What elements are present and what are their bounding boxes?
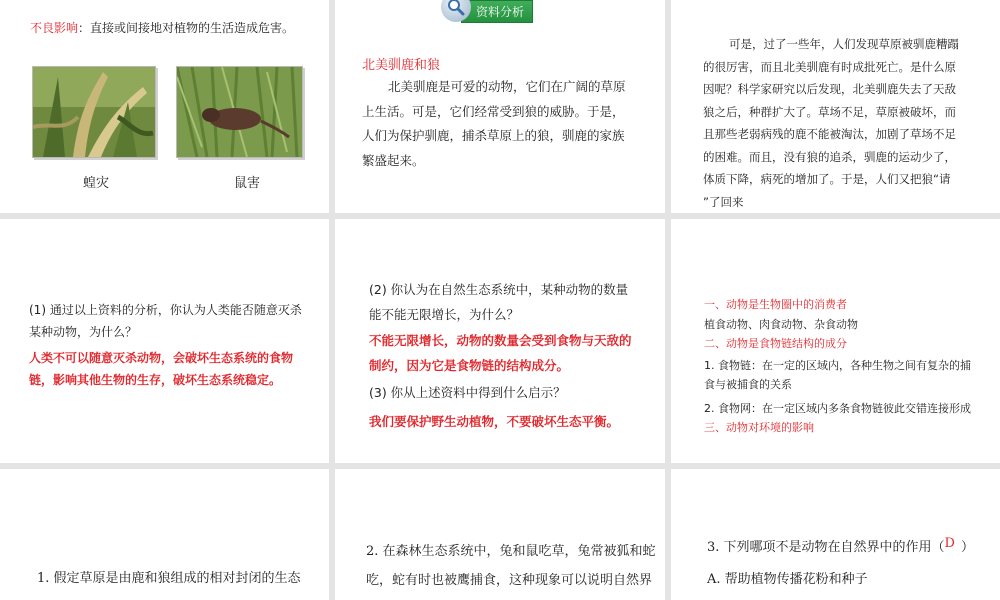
- question-2: [369, 277, 659, 327]
- question-close: ）: [960, 540, 974, 555]
- outline-item: 植食动物、肉食动物、杂食动物: [704, 317, 858, 331]
- paragraph-line: 狼之后，种群扩大了。草场不足，草原被破坏，而: [703, 104, 956, 119]
- paragraph-line: 体质下降，病死的增加了。于是，人们又把狼“请: [703, 172, 951, 186]
- rodent-damage-photo: [176, 66, 303, 158]
- answer-line: 不能无限增长，动物的数量会受到食物与天敌的: [369, 333, 632, 348]
- answer-3: 我们要保护野生动植物，不要破坏生态平衡。: [369, 414, 620, 429]
- outline-item: 2. 食物网：在一定区域内多条食物链彼此交错连接形成: [704, 401, 971, 415]
- question-line: 2. 在森林生态系统中，兔和鼠吃草，兔常被狐和蛇: [366, 544, 656, 559]
- negative-impact-line: [30, 19, 294, 36]
- slide-5[interactable]: [335, 219, 665, 463]
- question-text: [707, 533, 997, 562]
- outline-heading-3: 三、动物对环境的影响: [704, 421, 814, 434]
- question-line: (2) 你认为在自然生态系统中，某种动物的数量: [369, 282, 629, 297]
- paragraph-line: 北美驯鹿是可爱的动物，它们在广阔的草原: [388, 79, 626, 94]
- slide-3[interactable]: [671, 0, 1000, 213]
- paragraph-line: ”了回来: [703, 194, 744, 209]
- slide-4[interactable]: [0, 219, 329, 463]
- paragraph-line: 因呢？科学家研究以后发现，北美驯鹿失去了天敌: [703, 82, 956, 96]
- photo-caption-locust: 蝗灾: [82, 176, 109, 191]
- question-3: (3) 你从上述资料中得到什么启示？: [369, 385, 566, 400]
- material-analysis-badge: [441, 0, 533, 22]
- question-line: 能不能无限增长，为什么？: [369, 307, 520, 322]
- question-line: (1) 通过以上资料的分析，你认为人类能否随意灭杀: [29, 303, 302, 317]
- outline-item: 食与被捕食的关系: [704, 378, 792, 391]
- negative-impact-text: ：直接或间接地对植物的生活造成危害。: [78, 21, 295, 35]
- negative-impact-label: 不良影响: [30, 21, 79, 35]
- answer-line: 链，影响其他生物的生存，破坏生态系统稳定。: [29, 373, 282, 387]
- paragraph-line: 的很厉害，而且北美驯鹿有时成批死亡。是什么原: [703, 59, 956, 74]
- summary-outline: [704, 295, 994, 438]
- paragraph-line: 繁盛起来。: [362, 152, 425, 168]
- answer-2: [369, 328, 659, 378]
- section-title: 北美驯鹿和狼: [362, 58, 441, 73]
- question-1: [29, 299, 319, 343]
- outline-item: 1. 食物链：在一定的区域内，各种生物之间有复杂的捕: [704, 358, 971, 372]
- slide-2[interactable]: [335, 0, 665, 213]
- paragraph-line: 且那些老弱病残的鹿不能被淘汰，加剧了草场不足: [703, 127, 956, 141]
- paragraph-line: 上生活。可是，它们经常受到狼的威胁。于是，: [362, 103, 625, 119]
- answer-letter: D: [944, 536, 955, 551]
- badge-label: 资料分析: [461, 0, 533, 23]
- answer-line: 人类不可以随意灭杀动物，会破坏生态系统的食物: [29, 351, 294, 365]
- outline-heading-1: 一、动物是生物圈中的消费者: [704, 298, 847, 311]
- slide-6[interactable]: [671, 219, 1000, 463]
- answer-line: 制约，因为它是食物链的结构成分。: [369, 358, 570, 373]
- continuation-paragraph: [703, 33, 993, 213]
- answer-1: [29, 347, 319, 391]
- option-a[interactable]: A. 帮助植物传播花粉和种子: [707, 572, 868, 587]
- locust-damage-photo: [32, 66, 156, 158]
- photo-caption-rodent: 鼠害: [233, 176, 260, 191]
- question-text: [366, 537, 661, 595]
- paragraph-line: 可是，过了一些年，人们发现草原被驯鹿糟蹋: [729, 37, 959, 51]
- reindeer-paragraph: [362, 75, 652, 173]
- paragraph-line: 人们为保护驯鹿，捕杀草原上的狼，驯鹿的家族: [362, 128, 625, 143]
- outline-heading-2: 二、动物是食物链结构的成分: [704, 337, 847, 350]
- slide-9[interactable]: [671, 469, 1000, 600]
- slide-7[interactable]: [0, 469, 329, 600]
- slide-1[interactable]: [0, 0, 329, 213]
- question-stem: 3. 下列哪项不是动物在自然界中的作用（: [707, 540, 945, 555]
- question-line: 吃，蛇有时也被鹰捕食，这种现象可以说明自然界: [366, 573, 653, 588]
- question-line: 某种动物，为什么？: [29, 325, 138, 339]
- paragraph-line: 的困难。而且，没有狼的追杀，驯鹿的运动少了，: [703, 149, 956, 164]
- slide-8[interactable]: [335, 469, 665, 600]
- question-text: 1. 假定草原是由鹿和狼组成的相对封闭的生态: [37, 571, 301, 586]
